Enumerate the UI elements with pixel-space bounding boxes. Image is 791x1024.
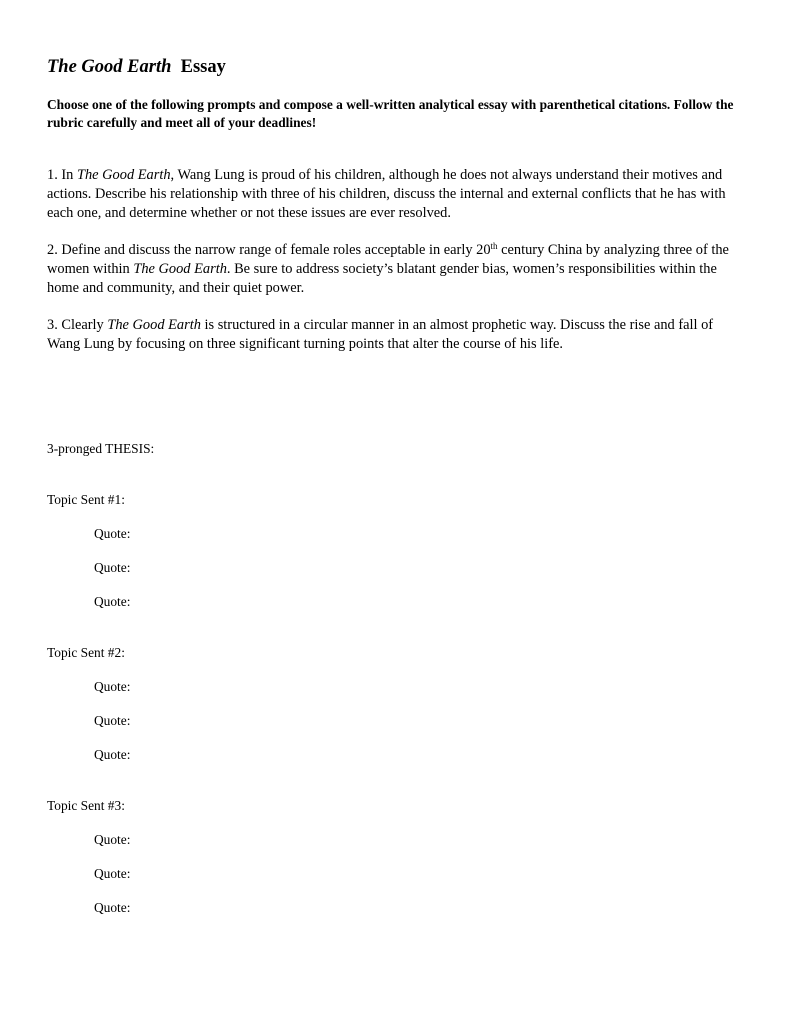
prompt-3-book: The Good Earth	[107, 317, 201, 333]
title-book-name: The Good Earth	[47, 57, 172, 77]
quote-label: Quote:	[94, 900, 131, 915]
quote-label: Quote:	[94, 560, 131, 575]
thesis-label: 3-pronged THESIS:	[47, 441, 155, 456]
quote-label: Quote:	[94, 594, 131, 609]
quote-label: Quote:	[94, 679, 131, 694]
title-rest: Essay	[180, 57, 226, 77]
quote-label: Quote:	[94, 832, 131, 847]
prompt-2-lead: 2. Define and discuss the narrow range of female roles acceptable in early 20	[47, 242, 491, 258]
prompt-2-mid: century China by analyzing three of the women within	[47, 242, 729, 277]
prompt-3-lead: 3. Clearly	[47, 317, 108, 333]
quote-label: Quote:	[94, 526, 131, 541]
page-title	[47, 57, 226, 78]
instructions: Choose one of the following prompts and compose a well-written analytical essay with parenthetical citations. Follow the rubric carefully and meet all of your deadlines!	[47, 97, 734, 130]
prompt-1	[47, 166, 747, 223]
topic-sentence-3-label: Topic Sent #3:	[47, 798, 125, 813]
prompt-2-book: The Good Earth	[133, 261, 227, 277]
prompt-2-superscript: th	[490, 241, 498, 251]
prompt-2	[47, 241, 747, 298]
quote-label: Quote:	[94, 747, 131, 762]
quote-label: Quote:	[94, 713, 131, 728]
prompt-3-text: is structured in a circular manner in an almost prophetic way. Discuss the rise and fall of Wang Lung by focusing on three significant turning points that alter the course of his life.	[47, 317, 714, 352]
prompt-1-lead: 1. In	[47, 167, 77, 183]
topic-sentence-1-label: Topic Sent #1:	[47, 492, 125, 507]
topic-sentence-2-label: Topic Sent #2:	[47, 645, 125, 660]
prompt-1-book: The Good Earth	[76, 167, 171, 183]
prompt-2-text: . Be sure to address society’s blatant gender bias, women’s responsibilities within the home and community, and their quiet power.	[47, 261, 717, 296]
quote-label: Quote:	[94, 866, 131, 881]
prompt-1-text: , Wang Lung is proud of his children, although he does not always understand their motives and actions. Describe his relationship with three of his children, discuss the internal and external conflicts that he has with each one, and determine whether or not these issues are ever resolved.	[47, 167, 726, 221]
prompt-3	[47, 316, 747, 354]
